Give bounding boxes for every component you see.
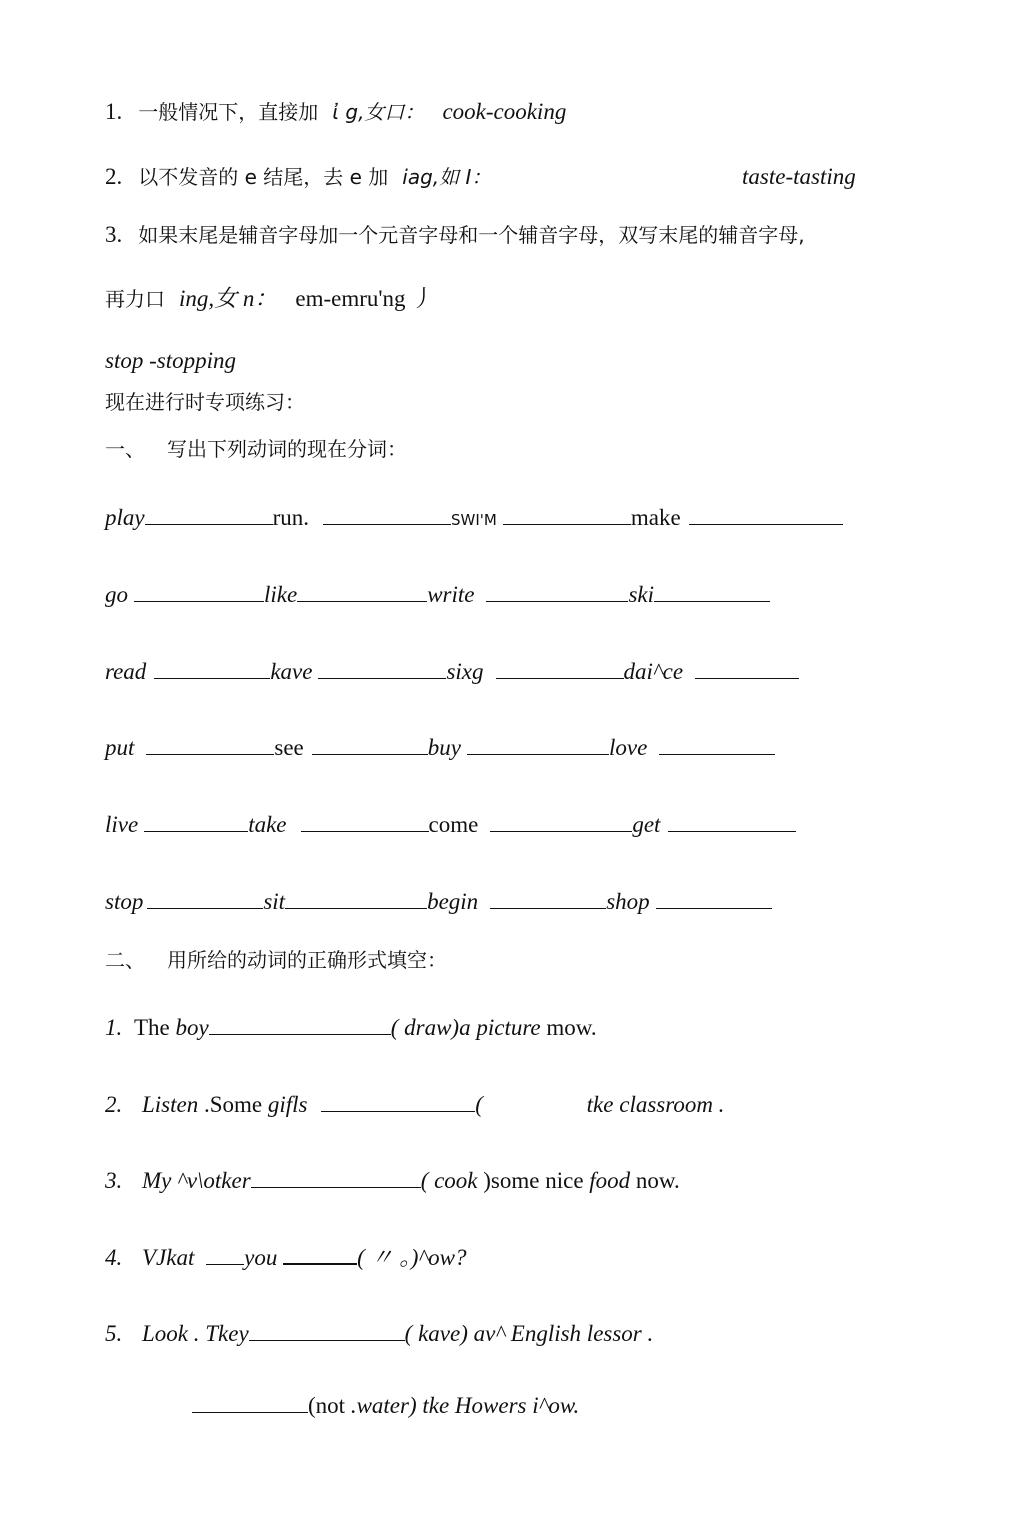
answer-blank[interactable] — [312, 753, 428, 755]
item-number: 1. — [105, 1015, 123, 1040]
item-text: boy — [175, 1015, 209, 1040]
verb-row — [105, 813, 796, 836]
part2-heading-text: 用所给的动词的正确形式填空： — [167, 948, 447, 972]
answer-blank[interactable] — [283, 1262, 357, 1265]
item-text: VJkat — [142, 1245, 195, 1270]
rule-2-example: taste-tasting — [742, 164, 856, 189]
answer-blank[interactable] — [318, 677, 446, 679]
answer-blank[interactable] — [689, 523, 843, 525]
answer-blank[interactable] — [192, 1411, 308, 1413]
answer-blank[interactable] — [654, 600, 770, 602]
answer-blank[interactable] — [134, 600, 264, 602]
answer-blank[interactable] — [659, 753, 775, 755]
item-text: you — [244, 1245, 278, 1270]
part1-heading-num: 一、 — [105, 437, 145, 461]
fill-item-3 — [105, 1169, 680, 1192]
fill-item-6 — [192, 1394, 579, 1417]
item-text: ( — [475, 1092, 483, 1117]
verb: live — [105, 812, 139, 837]
item-text: ( cook — [420, 1168, 478, 1193]
fill-item-5 — [105, 1322, 653, 1345]
item-text: food — [589, 1168, 631, 1193]
verb: sit — [263, 889, 286, 914]
verb-row — [105, 736, 775, 759]
rule-3 — [105, 223, 805, 246]
answer-blank[interactable] — [656, 907, 772, 909]
rule-2 — [105, 165, 491, 188]
answer-blank[interactable] — [144, 830, 248, 832]
part1-heading — [105, 439, 407, 460]
verb: go — [105, 582, 128, 607]
verb: kave — [270, 659, 313, 684]
verb-row — [105, 583, 770, 606]
verb: read — [105, 659, 147, 684]
answer-blank[interactable] — [145, 523, 273, 525]
answer-blank[interactable] — [249, 1339, 405, 1341]
verb: like — [264, 582, 298, 607]
item-text: Listen — [142, 1092, 199, 1117]
item-text: .water) tke Howers i^ow. — [350, 1393, 580, 1418]
answer-blank[interactable] — [490, 830, 632, 832]
answer-blank[interactable] — [154, 677, 270, 679]
rule-example: cook-cooking — [442, 99, 567, 124]
verb: take — [248, 812, 287, 837]
item-text: mow. — [546, 1015, 597, 1040]
part1-heading-text: 写出下列动词的现在分词： — [167, 437, 407, 461]
item-number: 5. — [105, 1321, 123, 1346]
verb: see — [274, 735, 304, 760]
verb: love — [608, 735, 648, 760]
rule-3-example: stop -stopping — [105, 348, 236, 373]
answer-blank[interactable] — [668, 830, 796, 832]
answer-blank[interactable] — [503, 523, 631, 525]
verb: buy — [427, 735, 461, 760]
item-text: gifls — [267, 1092, 308, 1117]
item-text: ( kave) av^ English lessor . — [404, 1321, 654, 1346]
verb: shop — [606, 889, 650, 914]
answer-blank[interactable] — [321, 1110, 475, 1112]
verb: put — [105, 735, 135, 760]
item-number: 3. — [105, 1168, 123, 1193]
rule-number: 2. — [105, 164, 123, 189]
verb-row — [105, 890, 772, 913]
rule-3-cont-a: 再力口 — [105, 287, 165, 311]
rule-mid: ἰ g,女口： — [332, 100, 425, 124]
item-text: Look . Tkey — [142, 1321, 249, 1346]
fill-item-4 — [105, 1246, 466, 1269]
rule-text: 一般情况下，直接加 — [138, 100, 319, 124]
rule-number: 1. — [105, 99, 123, 124]
verb: come — [428, 812, 479, 837]
rule-number: 3. — [105, 222, 123, 247]
fill-item-2 — [105, 1093, 724, 1116]
answer-blank[interactable] — [486, 600, 628, 602]
item-text: .Some — [203, 1092, 263, 1117]
item-text: tke classroom . — [586, 1092, 725, 1117]
rule-1 — [105, 100, 566, 123]
rule-3-cont — [105, 287, 434, 310]
item-text: )some nice — [483, 1168, 584, 1193]
section-title: 现在进行时专项练习： — [105, 390, 305, 414]
rule-text: 如果末尾是辅音字母加一个元音字母和一个辅音字母，双写末尾的辅音字母, — [138, 223, 805, 247]
answer-blank[interactable] — [496, 677, 624, 679]
item-text: (not — [308, 1393, 346, 1418]
item-text: ( 〃 。)^ow? — [357, 1245, 467, 1270]
part2-heading — [105, 950, 447, 971]
item-text: My ^v\otker — [142, 1168, 251, 1193]
verb: sixg — [446, 659, 484, 684]
verb-row — [105, 506, 843, 529]
verb: stop — [105, 889, 144, 914]
verb: ski — [628, 582, 655, 607]
answer-blank[interactable] — [301, 830, 429, 832]
answer-blank[interactable] — [467, 753, 609, 755]
rule-3-cont-c: em-emru'ng 丿 — [295, 286, 435, 311]
answer-blank[interactable] — [146, 753, 274, 755]
verb: play — [105, 505, 145, 530]
rule-text: 以不发音的 e 结尾，去 e 加 — [138, 165, 389, 189]
verb: get — [632, 812, 661, 837]
item-text: now. — [635, 1168, 680, 1193]
answer-blank[interactable] — [297, 600, 427, 602]
part2-heading-num: 二、 — [105, 948, 145, 972]
item-text: ( draw)a picture — [390, 1015, 541, 1040]
answer-blank[interactable] — [209, 1033, 391, 1035]
item-number: 4. — [105, 1245, 123, 1270]
answer-blank[interactable] — [206, 1263, 244, 1265]
answer-blank[interactable] — [251, 1186, 421, 1188]
answer-blank[interactable] — [285, 907, 427, 909]
answer-blank[interactable] — [490, 907, 606, 909]
verb: SWI'M — [451, 511, 497, 529]
fill-item-1 — [105, 1016, 597, 1039]
item-number: 2. — [105, 1092, 123, 1117]
verb: begin — [427, 889, 479, 914]
verb-row — [105, 660, 799, 683]
answer-blank[interactable] — [695, 677, 799, 679]
rule-3-cont-b: ing,女 n： — [179, 286, 278, 311]
verb: run. — [272, 505, 310, 530]
answer-blank[interactable] — [323, 523, 451, 525]
verb: make — [630, 505, 681, 530]
answer-blank[interactable] — [147, 907, 263, 909]
verb: dai^ce — [623, 659, 684, 684]
rule-mid: iag,如 I： — [402, 165, 492, 189]
verb: write — [427, 582, 475, 607]
item-text: The — [134, 1015, 170, 1040]
